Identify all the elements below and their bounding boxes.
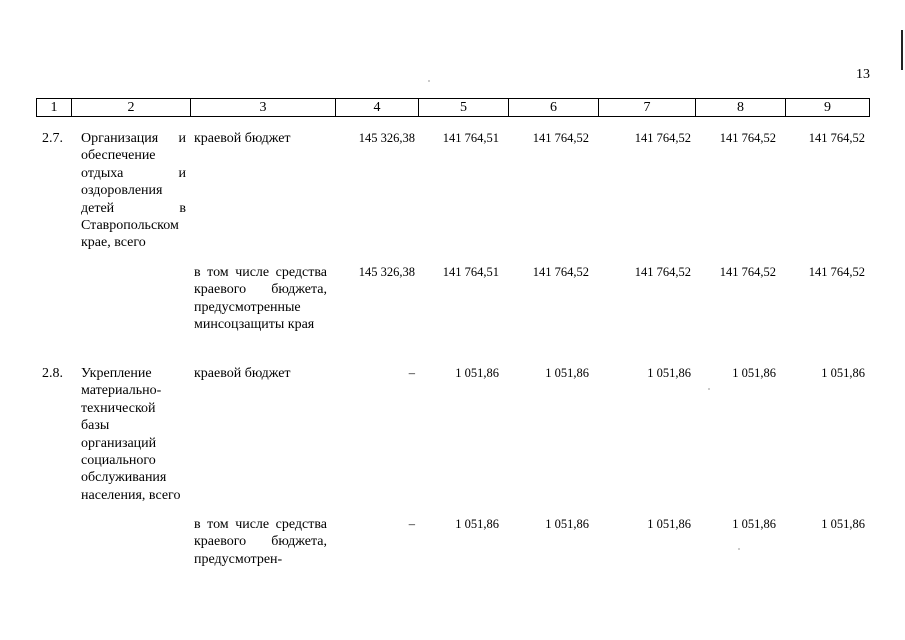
value-col-4: – <box>408 366 415 380</box>
row-number: 2.7. <box>42 131 63 146</box>
value-col-6: 141 764,52 <box>532 131 589 145</box>
value-col-4: – <box>408 517 415 531</box>
header-col-5: 5 <box>419 99 509 117</box>
funding-source: в том числе средства краевого бюджета, предусмотрен- <box>194 517 327 567</box>
row-number: 2.8. <box>42 366 63 381</box>
page-number: 13 <box>856 67 870 82</box>
value-col-4: 145 326,38 <box>358 265 415 279</box>
funding-source: краевой бюджет <box>194 131 291 146</box>
value-col-8: 141 764,52 <box>719 265 776 279</box>
value-col-6: 141 764,52 <box>532 265 589 279</box>
value-col-9: 141 764,52 <box>808 265 865 279</box>
value-col-6: 1 051,86 <box>545 517 589 531</box>
activity-name: Организация и обеспечение отдыха и оздоровления детей в Ставропольском крае, всего <box>81 131 186 251</box>
scan-speck <box>708 388 710 390</box>
column-number-header <box>36 98 870 117</box>
value-col-5: 141 764,51 <box>442 131 499 145</box>
page-edge-mark <box>901 30 903 70</box>
value-col-9: 1 051,86 <box>821 366 865 380</box>
header-col-3: 3 <box>191 99 336 117</box>
scan-speck <box>428 80 430 82</box>
header-col-9: 9 <box>786 99 870 117</box>
header-col-7: 7 <box>599 99 696 117</box>
header-col-2: 2 <box>72 99 191 117</box>
value-col-7: 1 051,86 <box>647 366 691 380</box>
value-col-5: 141 764,51 <box>442 265 499 279</box>
value-col-7: 1 051,86 <box>647 517 691 531</box>
value-col-9: 141 764,52 <box>808 131 865 145</box>
header-col-1: 1 <box>37 99 72 117</box>
value-col-9: 1 051,86 <box>821 517 865 531</box>
scan-speck <box>738 548 740 550</box>
value-col-5: 1 051,86 <box>455 517 499 531</box>
header-col-6: 6 <box>509 99 599 117</box>
value-col-4: 145 326,38 <box>358 131 415 145</box>
activity-name: Укрепление материально-технической базы организаций социального обслуживания населения, всего <box>81 366 181 503</box>
value-col-8: 1 051,86 <box>732 366 776 380</box>
value-col-8: 1 051,86 <box>732 517 776 531</box>
funding-source: краевой бюджет <box>194 366 291 381</box>
header-col-4: 4 <box>336 99 419 117</box>
header-col-8: 8 <box>696 99 786 117</box>
value-col-6: 1 051,86 <box>545 366 589 380</box>
value-col-8: 141 764,52 <box>719 131 776 145</box>
value-col-7: 141 764,52 <box>634 131 691 145</box>
funding-source: в том числе средства краевого бюджета, предусмотренные минсоцзащиты края <box>194 265 327 333</box>
value-col-5: 1 051,86 <box>455 366 499 380</box>
value-col-7: 141 764,52 <box>634 265 691 279</box>
